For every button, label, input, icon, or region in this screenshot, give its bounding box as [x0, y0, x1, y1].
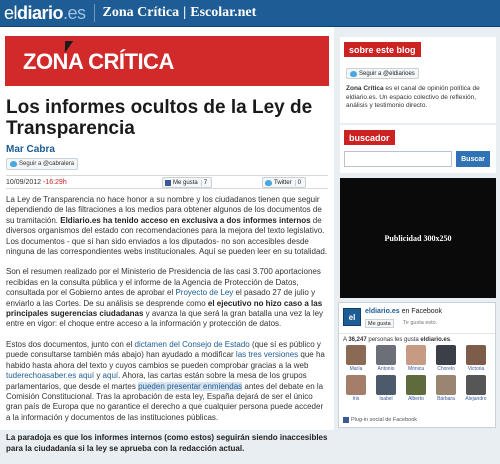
section-banner[interactable] [5, 36, 329, 86]
banner-title: ZONA CRÍTICA [23, 49, 174, 74]
fb-fan[interactable] [463, 345, 489, 373]
count-page: eldiario.es [420, 337, 451, 343]
about-blog-heading: sobre este blog [344, 42, 421, 57]
twitter-bird-icon [350, 71, 357, 77]
like-count: 7 [201, 180, 209, 186]
search-input[interactable] [344, 151, 452, 167]
fan-name[interactable]: Victoria [467, 366, 485, 372]
aqui-link-2[interactable]: aquí [102, 371, 119, 381]
logo-tld: .es [63, 2, 86, 23]
facebook-page-like-button[interactable] [365, 319, 394, 328]
dictamen-link[interactable]: dictamen del Consejo de Estado [134, 339, 250, 349]
twitter-bird-icon [10, 161, 17, 167]
bold-text: el ejecutivo no hizo caso a las principales sugerencias ciudadanas [6, 298, 323, 319]
facebook-icon [343, 417, 349, 423]
article-meta [6, 175, 328, 189]
fb-you-like-text: Te gusta esto. [403, 320, 438, 326]
fan-avatar[interactable] [376, 375, 396, 395]
fan-name[interactable]: Alejandro [465, 396, 487, 402]
fan-avatar[interactable] [346, 345, 366, 365]
fb-fan[interactable] [343, 345, 369, 373]
bold-text: La paradoja es que los [6, 433, 95, 443]
follow-author-label: Seguir a @cabralera [19, 161, 75, 167]
enmiendas-link[interactable]: pueden presentar enmiendas [138, 381, 243, 391]
main-content [0, 27, 334, 453]
escolar-link[interactable]: Escolar.net [190, 5, 257, 20]
eldiario-page-logo[interactable]: el [343, 308, 361, 326]
logo-main: diario [17, 2, 64, 23]
fan-name[interactable]: Antonio [377, 366, 395, 372]
paragraph-3 [6, 340, 328, 423]
fan-name[interactable]: Chorelo [437, 366, 455, 372]
facebook-like-box [338, 302, 496, 428]
fan-name[interactable]: María [349, 366, 363, 372]
aqui-link-1[interactable]: aquí [78, 371, 95, 381]
text: . Ahora, las cartas están sobre la mesa de los grupos parlamentarios, que desde el martes [6, 371, 307, 391]
facebook-page-link[interactable]: eldiario.es [365, 308, 400, 315]
search-button[interactable]: Buscar [456, 151, 490, 167]
fan-avatar[interactable] [346, 375, 366, 395]
fb-like-label: Me gusta [368, 320, 391, 327]
fan-avatar[interactable] [376, 345, 396, 365]
inaccesibles-link[interactable]: seguirán siendo inaccesibles [216, 433, 328, 443]
about-description: es el canal de opinión política de eldiario.es. Un espacio colectivo de reflexión, análisis y testimonio directo. [346, 85, 480, 109]
follow-author-button[interactable] [6, 158, 78, 170]
search-box [340, 125, 496, 173]
facebook-like-button[interactable] [162, 177, 212, 188]
fb-plugin-note [343, 417, 417, 423]
logo-prefix: el [4, 2, 18, 23]
fan-name[interactable]: Bárbara [437, 396, 455, 402]
tweet-label: Twitter [274, 179, 292, 186]
twitter-bird-icon [265, 180, 272, 186]
fan-avatar[interactable] [406, 345, 426, 365]
text: y [94, 371, 103, 381]
text: de diversos organismos del estado con recomendaciones para la mejora del texto legislativo. Los documentos - que sí han sido enviados a los diputados- no son accesibles desde ninguna de las correspondientes webs institucionales. Aquí se pueden leer en su totalidad. [6, 215, 328, 257]
fan-name[interactable]: Mónica [407, 366, 425, 372]
article-body [6, 195, 328, 464]
paragraph-4 [6, 433, 328, 454]
facebook-icon [165, 180, 171, 186]
fan-avatar[interactable] [466, 375, 486, 395]
article-time: 16:29h [45, 178, 67, 186]
follow-eldiario-label: Seguir a @eldiarioes [359, 70, 415, 77]
bold-text: informes internos (como estos) [94, 433, 215, 443]
fan-name[interactable]: Isabel [379, 396, 393, 402]
top-navigation-bar [0, 0, 500, 27]
tuderechoasaber-link[interactable]: tuderechoasaber.es [6, 371, 77, 381]
fan-avatar[interactable] [466, 345, 486, 365]
fb-fan[interactable] [403, 375, 429, 403]
fb-fan[interactable] [463, 375, 489, 403]
text: personas les gusta [366, 337, 421, 343]
fb-fan[interactable] [433, 345, 459, 373]
fb-plugin-label: Plug-in social de Facebook [351, 417, 418, 423]
fb-fan[interactable] [343, 375, 369, 403]
about-blog-box [340, 37, 496, 123]
fb-fan[interactable] [373, 375, 399, 403]
text: (que sí es público y puede consultarse también más abajo) han ayudado a modificar [6, 339, 321, 360]
tweet-button[interactable] [262, 177, 306, 188]
search-heading: buscador [344, 130, 395, 145]
text: La Ley de Transparencia no hace honor a su nombre y los ciudadanos tienen que seguir dependiendo de las filtraciones a los medios para obtener algunos de los documentos de su tramitación. [6, 195, 322, 225]
paragraph-1 [6, 195, 328, 257]
fb-fan[interactable] [373, 345, 399, 373]
text: . [450, 337, 452, 343]
fb-likes-count [343, 337, 452, 343]
site-logo[interactable] [0, 3, 86, 24]
header-links [103, 5, 257, 21]
paragraph-2 [6, 267, 328, 329]
advertisement[interactable] [340, 178, 496, 298]
versiones-link[interactable]: las tres versiones [235, 350, 299, 360]
like-label: Me gusta [173, 179, 198, 186]
fb-fan[interactable] [433, 375, 459, 403]
header-divider [94, 4, 95, 22]
follow-eldiario-button[interactable] [346, 68, 419, 79]
text: A [343, 337, 349, 343]
article-date: 10/09/2012 - [6, 178, 46, 186]
text: el pasado 27 de julio y enviarlo a las Cortes. De su análisis se desprende como [6, 288, 316, 308]
bold-text: para la ciudadanía si la ley se aprueba con la redacción actual. [6, 443, 245, 453]
zona-critica-link[interactable]: Zona Crítica [102, 5, 180, 20]
proyecto-de-ley-link[interactable]: Proyecto de Ley [175, 288, 234, 298]
bold-text: Eldiario.es ha tenido acceso en exclusiva a dos informes internos [60, 215, 311, 225]
link-separator: | [183, 5, 187, 20]
ad-label: Publicidad 300x250 [384, 233, 452, 243]
text: Estos dos documentos, junto con el [6, 339, 135, 349]
fan-avatar[interactable] [436, 345, 456, 365]
author-follow-row [6, 158, 78, 170]
facebook-suffix: en Facebook [399, 308, 443, 315]
text: y avanza la que será la gran batalla una vez la ley entre en vigor: el choque entre acceso a la información y protección de datos. [6, 309, 324, 329]
text: que ha habido hasta ahora del texto y cuyos cambios se pueden comprobar gracias a la web [6, 350, 325, 370]
about-blog-text [346, 85, 494, 111]
fan-avatar[interactable] [436, 375, 456, 395]
text: antes del debate en la Comisión Constitucional. Tras la aprobación de esta ley, España dejará de ser el único gran país de Europa que no garantice el derecho a que cualquier persona puede acceder a la información y documentos de las instituciones públicas. [6, 381, 324, 422]
fan-name[interactable]: Alberto [408, 396, 424, 402]
fan-avatar[interactable] [406, 375, 426, 395]
tweet-count: 0 [295, 180, 303, 186]
facebook-page-title [365, 308, 442, 315]
text: Son el resumen realizado por el Ministerio de Presidencia de las casi 3.700 aportaciones recibidas en la consulta pública y el informe de la Agencia de Protección de Datos, consultada por el Gobierno antes de aprobar el [6, 267, 321, 298]
about-brand: Zona Crítica [346, 85, 384, 92]
fb-fan[interactable] [403, 345, 429, 373]
author-link[interactable]: Mar Cabra [6, 144, 55, 155]
article-title: Los informes ocultos de la Ley de Transparencia [6, 97, 313, 139]
fb-divider [339, 333, 495, 334]
fan-name[interactable]: Iris [352, 396, 360, 402]
count-number: 36,247 [348, 337, 367, 343]
fb-fans-grid [343, 345, 493, 403]
